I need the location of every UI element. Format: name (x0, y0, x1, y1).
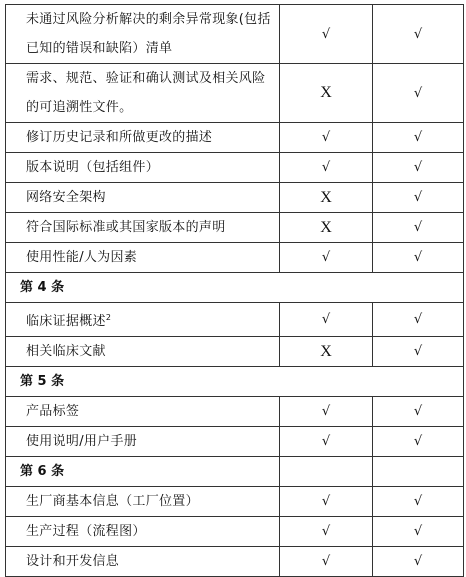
table-row (6, 397, 464, 427)
row-label: 使用说明/用户手册 (6, 427, 280, 457)
check-mark: √ (280, 153, 373, 183)
table-row (6, 337, 464, 367)
check-mark: √ (280, 243, 373, 273)
check-mark: √ (373, 64, 464, 123)
table-row (6, 213, 464, 243)
row-label: 修订历史记录和所做更改的描述 (6, 123, 280, 153)
row-label: 设计和开发信息 (6, 547, 280, 577)
check-mark: √ (280, 487, 373, 517)
x-mark: X (280, 213, 373, 243)
check-mark: √ (373, 183, 464, 213)
table-row (6, 303, 464, 337)
row-label: 相关临床文献 (6, 337, 280, 367)
check-mark: √ (280, 547, 373, 577)
row-label: 需求、规范、验证和确认测试及相关风险的可追溯性文件。 (6, 64, 280, 123)
check-mark: √ (373, 397, 464, 427)
table-row (6, 487, 464, 517)
row-label: 符合国际标准或其国家版本的声明 (6, 213, 280, 243)
check-mark: √ (280, 397, 373, 427)
section-row (6, 273, 464, 303)
check-mark: √ (373, 337, 464, 367)
row-label (6, 303, 280, 337)
table-row (6, 5, 464, 64)
table-row (6, 427, 464, 457)
check-mark: √ (373, 487, 464, 517)
x-mark: X (280, 183, 373, 213)
row-label: 产品标签 (6, 397, 280, 427)
footnote-marker: 2 (105, 313, 112, 322)
table-row (6, 64, 464, 123)
row-label: 未通过风险分析解决的剩余异常现象(包括已知的错误和缺陷）清单 (6, 5, 280, 64)
section-row (6, 367, 464, 397)
check-mark: √ (373, 153, 464, 183)
table-row (6, 123, 464, 153)
x-mark: X (280, 64, 373, 123)
row-label-text: 临床证据概述 (26, 314, 106, 329)
table-row (6, 243, 464, 273)
table-row (6, 153, 464, 183)
table-row (6, 183, 464, 213)
section-heading: 第 5 条 (6, 367, 464, 397)
x-mark: X (280, 337, 373, 367)
table-row (6, 517, 464, 547)
check-mark: √ (373, 303, 464, 337)
section-heading: 第 4 条 (6, 273, 464, 303)
empty-cell (373, 457, 464, 487)
check-mark: √ (373, 427, 464, 457)
row-label: 生产过程（流程图） (6, 517, 280, 547)
check-mark: √ (280, 517, 373, 547)
check-mark: √ (373, 243, 464, 273)
row-label: 使用性能/人为因素 (6, 243, 280, 273)
check-mark: √ (280, 5, 373, 64)
check-mark: √ (373, 123, 464, 153)
check-mark: √ (280, 303, 373, 337)
section-heading: 第 6 条 (6, 457, 280, 487)
check-mark: √ (280, 123, 373, 153)
row-label: 网络安全架构 (6, 183, 280, 213)
check-mark: √ (280, 427, 373, 457)
row-label: 生厂商基本信息（工厂位置） (6, 487, 280, 517)
check-mark: √ (373, 213, 464, 243)
section-row (6, 457, 464, 487)
row-label: 版本说明（包括组件） (6, 153, 280, 183)
empty-cell (280, 457, 373, 487)
check-mark: √ (373, 5, 464, 64)
table-row (6, 547, 464, 577)
check-mark: √ (373, 547, 464, 577)
requirements-table (5, 4, 464, 577)
check-mark: √ (373, 517, 464, 547)
